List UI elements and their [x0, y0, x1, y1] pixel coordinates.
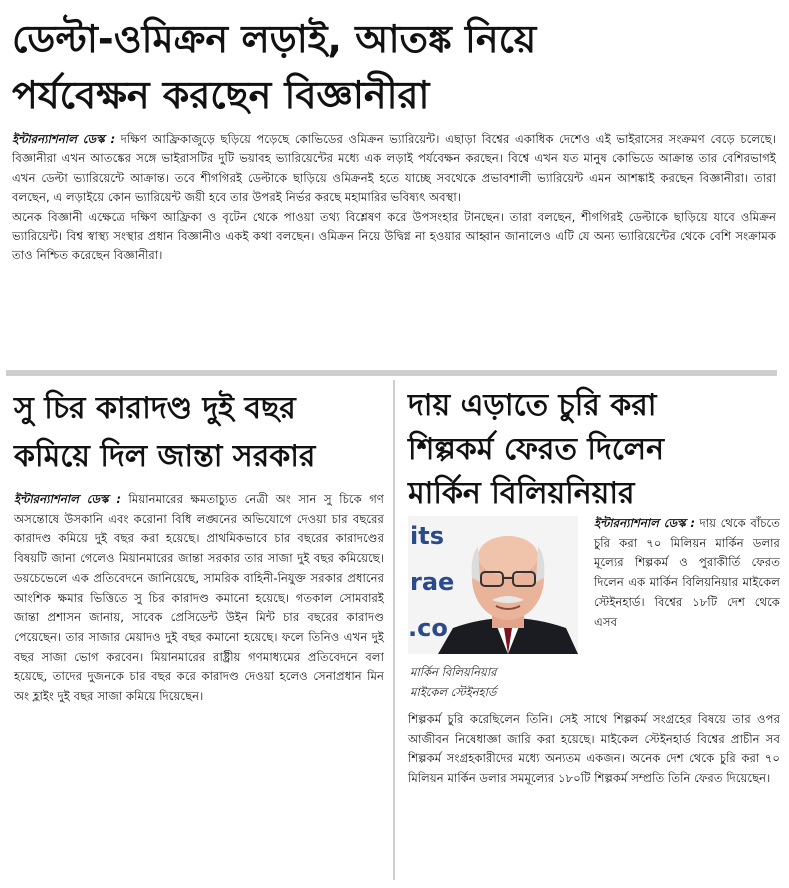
column-separator	[393, 380, 395, 880]
article3-body-below-text: শিল্পকর্ম চুরি করেছিলেন তিনি। সেই সাথে শিল্পকর্ম সংগ্রহের বিষয়ে তার ওপর আজীবন নিষেধাজ্ঞা জারি করা হয়েছে। মাইকেল স্টেইনহার্ড বিশ্বের প্রাচীন সব শিল্পকর্ম সংগ্রহকারীদের মধ্যে অন্যতম একজন। অনেক দেশ থেকে চুরি করা ৭০ মিলিয়ন মার্কিন ডলার সমমূল্যের ১৮০টি শিল্পকর্ম সম্প্রতি তিনি ফেরত দিয়েছেন।	[408, 712, 780, 786]
portrait-illustration	[408, 516, 578, 654]
photo-bg-text-2: rae	[410, 568, 455, 596]
article1-body	[12, 130, 776, 266]
photo-bg-text-3: .co	[408, 614, 448, 642]
billionaire-photo	[408, 516, 578, 654]
article3-body-beside-text: দায় থেকে বাঁচতে চুরি করা ৭০ মিলিয়ন মার্কিন ডলার মূল্যের শিল্পকর্ম ও পুরাকীর্তি ফেরত দিলেন এক মার্কিন বিলিয়নিয়ার মাইকেল স্টেইনহার্ড। বিশ্বের ১৮টি দেশ থেকে এসব	[594, 516, 780, 629]
article2-body-text: মিয়ানমারের ক্ষমতাচ্যুত নেত্রী অং সান সু চিকে গণ অসন্তোষে উসকানি এবং করোনা বিধি লঙ্ঘনের অভিযোগে দেওয়া চার বছরের কারাদণ্ড কমিয়ে দুই বছর করা হয়েছে। প্রাথমিকভাবে চার বছরের কারাদণ্ডের বিষয়টি জানা গেলেও মিয়ানমারের জান্তা সরকার তার সাজা দুই বছর কমিয়েছে। ডয়চেভেলে এক প্রতিবেদনে জানিয়েছে, সামরিক বাহিনী-নিযুক্ত সরকার প্রধানের আংশিক ক্ষমার ভিত্তিতে সু চির কারাদণ্ড কমানো হয়েছে। গতকাল সোমবারই জান্তা প্রশাসন জানায়, সাবেক প্রেসিডেন্ট উইন মিন্ট চার বছরের কারাদণ্ড পেয়েছেন। তার সাজার মেয়াদও দুই বছর কমানো হয়েছে। ফলে তিনিও এখন দুই বছর সাজা ভোগ করবেন। মিয়ানমারের রাষ্ট্রীয় গণমাধ্যমের প্রতিবেদনে বলা হয়েছে, তাদের দুজনকে চার বছর করে কারাদণ্ড দেওয়া হলেও সেনাপ্রধান মিন অং হ্লাইং দুই বছর সাজা কমিয়ে দিয়েছেন।	[14, 492, 385, 704]
article2-dateline: ইন্টারন্যাশনাল ডেস্ক :	[14, 492, 121, 506]
article2-headline-line1: সু চির কারাদণ্ড দুই বছর	[14, 391, 296, 426]
article1-paragraph2: অনেক বিজ্ঞানী এক্ষেত্রে দক্ষিণ আফ্রিকা ও বৃটেন থেকে পাওয়া তথ্য বিশ্লেষণ করে উপসংহার টানছেন। তারা বলছেন, শীগগিরই ডেল্টাকে ছাড়িয়ে যাবে ওমিক্রন ভ্যারিয়েন্ট। বিশ্ব স্বাস্থ্য সংস্থার প্রধান বিজ্ঞানীও একই কথা বলছেন। ওমিক্রন নিয়ে উদ্বিগ্ন না হওয়ার আহ্বান জানালেও এটি যে অন্য ভ্যারিয়েন্টের থেকে বেশি সংক্রামক তাও নিশ্চিত করেছেন বিজ্ঞানীরা।	[12, 209, 776, 263]
article1-dateline: ইন্টারন্যাশনাল ডেস্ক :	[12, 132, 116, 146]
photo-caption	[410, 662, 580, 702]
article1-paragraph1	[12, 130, 776, 208]
article2-headline-line2: কমিয়ে দিল জান্তা সরকার	[14, 439, 316, 474]
caption-line1: মার্কিন বিলিয়নিয়ার	[410, 665, 497, 679]
photo-bg-text-1: its	[410, 522, 444, 550]
article3-headline-line1: দায় এড়াতে চুরি করা	[408, 388, 657, 423]
article3-headline-line3: মার্কিন বিলিয়নিয়ার	[408, 476, 635, 511]
caption-line2: মাইকেল স্টেইনহার্ড	[410, 685, 497, 699]
article1-headline-line1: ডেল্টা-ওমিক্রন লড়াই, আতঙ্ক নিয়ে	[12, 17, 537, 61]
horizontal-separator	[6, 370, 777, 376]
article3-body-below-photo	[408, 710, 780, 789]
article3-dateline: ইন্টারন্যাশনাল ডেস্ক :	[594, 516, 696, 530]
article1-headline-line2: পর্যবেক্ষন করছেন বিজ্ঞানীরা	[12, 73, 430, 117]
article2-body	[14, 490, 384, 707]
article3-body-beside-photo	[594, 514, 780, 632]
article3-headline-line2: শিল্পকর্ম ফেরত দিলেন	[408, 432, 665, 467]
article1-paragraph1-text: দক্ষিণ আফ্রিকাজুড়ে ছড়িয়ে পড়েছে কোভিডের ওমিক্রন ভ্যারিয়েন্ট। এছাড়া বিশ্বের একাধিক দেশেও এই ভাইরাসের সংক্রমণ বেড়ে চলেছে। বিজ্ঞানীরা এখন আতঙ্কের সঙ্গে ভাইরাসটির দুটি ভয়াবহ ভ্যারিয়েন্টের মধ্যে এক লড়াই পর্যবেক্ষন করছেন। বিশ্বে এখন যত মানুষ কোভিডে আক্রান্ত তার বেশিরভাগই এখন ডেল্টা ভ্যারিয়েন্টে আক্রান্ত। তবে শীগগিরই ডেল্টাকে ছাড়িয়ে ওমিক্রনই হতে যাচ্ছে সবথেকে প্রভাবশালী ভ্যারিয়েন্ট এমন আশঙ্কাই করছেন বিজ্ঞানীরা। তারা বলছেন, এ লড়াইয়ে কোন ভ্যারিয়েন্ট জয়ী হবে তার উপরই নির্ভর করছে মহামারির ভবিষ্যৎ অবস্থা।	[12, 132, 776, 205]
